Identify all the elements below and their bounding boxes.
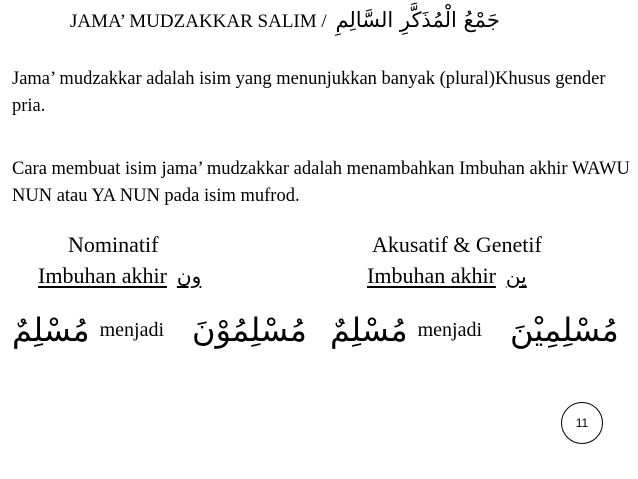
rule-paragraph: Cara membuat isim jama’ mudzakkar adalah menambahkan Imbuhan akhir WAWU NUN atau YA NUN pada isim mufrod. [12,159,630,206]
title-latin: JAMA’ MUDZAKKAR SALIM / [70,11,327,32]
akusatif-connector: menjadi [417,318,483,341]
nominatif-singular-word: مُسْلِمٌ [12,311,90,349]
page-number-badge [561,402,603,444]
slide-title [70,8,500,33]
nominatif-suffix-label: Imbuhan akhir [38,263,167,288]
akusatif-heading: Akusatif & Genetif [372,232,542,257]
akusatif-example [330,311,619,349]
nominatif-example [12,311,307,349]
akusatif-suffix [367,263,527,289]
nominatif-heading: Nominatif [68,232,159,257]
definition-paragraph: Jama’ mudzakkar adalah isim yang menunjukkan banyak (plural)Khusus gender pria. [12,69,606,116]
akusatif-suffix-label: Imbuhan akhir [367,263,496,288]
page-number: 11 [575,416,589,430]
nominatif-suffix-arabic: ون [176,264,202,288]
title-arabic: جَمْعُ الْمُذَكَّرِ السَّالِمِ [335,8,500,32]
akusatif-suffix-arabic: ين [505,264,527,288]
nominatif-connector: menjadi [99,318,165,341]
nominatif-plural-word: مُسْلِمُوْنَ [192,311,307,349]
akusatif-plural-word: مُسْلِمِيْنَ [510,311,619,349]
akusatif-singular-word: مُسْلِمٌ [330,311,408,349]
nominatif-suffix [38,263,201,289]
